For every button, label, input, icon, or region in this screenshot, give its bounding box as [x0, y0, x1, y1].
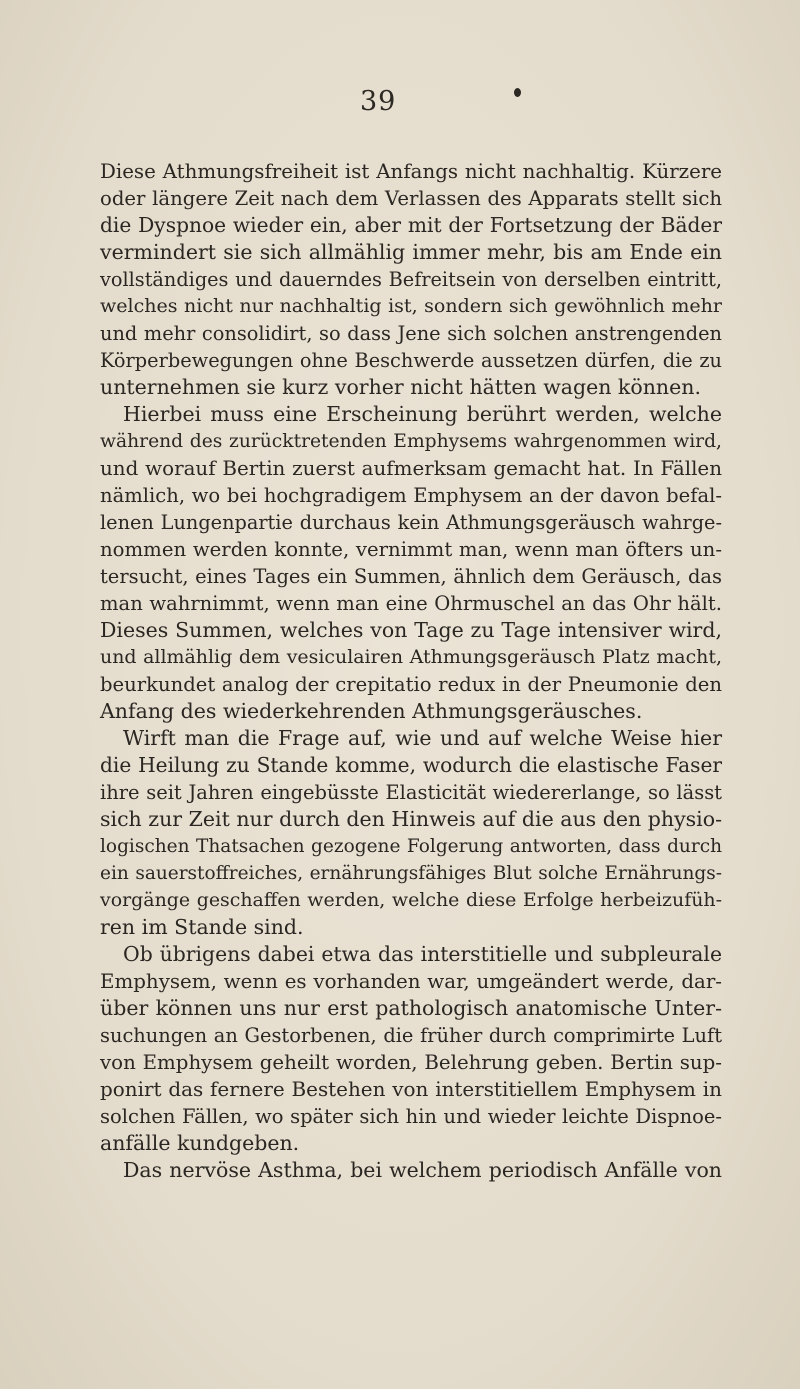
text-line: Körperbewegungen ohne Beschwerde aussetzen dürfen, die zu: [100, 349, 722, 372]
text-line: Hierbei muss eine Erscheinung berührt werden, welche: [123, 402, 722, 426]
text-line: lenen Lungenpartie durchaus kein Athmungsgeräusch wahrge-: [100, 511, 722, 534]
text-line: anfälle kundgeben.: [100, 1131, 300, 1155]
text-line: Das nervöse Asthma, bei welchem periodisch Anfälle von: [123, 1158, 722, 1182]
text-line: vermindert sie sich allmählig immer mehr, bis am Ende ein: [100, 240, 722, 264]
text-line: nommen werden konnte, vernimmt man, wenn man öfters un-: [100, 538, 722, 561]
text-line: man wahrnimmt, wenn man eine Ohrmuschel an das Ohr hält.: [100, 592, 722, 615]
text-line: vollständiges und dauerndes Befreitsein von derselben eintritt,: [100, 268, 722, 291]
text-line: suchungen an Gestorbenen, die früher durch comprimirte Luft: [100, 1024, 722, 1047]
text-line: sich zur Zeit nur durch den Hinweis auf die aus den physio-: [100, 807, 722, 831]
text-line: vorgänge geschaffen werden, welche diese Erfolge herbeizufüh-: [100, 889, 722, 911]
text-line: ein sauerstoffreiches, ernährungsfähiges Blut solche Ernährungs-: [100, 863, 722, 884]
text-line: unternehmen sie kurz vorher nicht hätten wagen können.: [100, 375, 701, 399]
text-line: ihre seit Jahren eingebüsste Elasticität wiedererlange, so lässt: [100, 781, 722, 804]
text-line: Emphysem, wenn es vorhanden war, umgeändert werde, dar-: [100, 970, 722, 993]
text-line: beurkundet analog der crepitatio redux in der Pneumonie den: [100, 673, 722, 696]
text-line: von Emphysem geheilt worden, Belehrung geben. Bertin sup-: [100, 1051, 722, 1074]
text-line: und allmählig dem vesiculairen Athmungsgeräusch Platz macht,: [100, 646, 722, 668]
text-line: Ob übrigens dabei etwa das interstitielle und subpleurale: [123, 942, 722, 966]
text-line: Anfang des wiederkehrenden Athmungsgeräusches.: [100, 699, 643, 723]
text-line: und worauf Bertin zuerst aufmerksam gemacht hat. In Fällen: [100, 457, 722, 480]
text-line: Diese Athmungsfreiheit ist Anfangs nicht nachhaltig. Kürzere: [100, 160, 722, 183]
text-line: die Heilung zu Stande komme, wodurch die elastische Faser: [100, 753, 722, 777]
text-line: tersucht, eines Tages ein Summen, ähnlich dem Geräusch, das: [100, 565, 722, 588]
text-line: die Dyspnoe wieder ein, aber mit der Fortsetzung der Bäder: [100, 213, 722, 237]
text-line: welches nicht nur nachhaltig ist, sondern sich gewöhnlich mehr: [100, 295, 722, 317]
text-line: ren im Stande sind.: [100, 915, 304, 939]
text-line: während des zurücktretenden Emphysems wahrgenommen wird,: [100, 431, 722, 452]
text-line: ponirt das fernere Bestehen von interstitiellem Emphysem in: [100, 1078, 722, 1101]
text-line: oder längere Zeit nach dem Verlassen des Apparats stellt sich: [100, 187, 722, 210]
text-line: logischen Thatsachen gezogene Folgerung antworten, dass durch: [100, 836, 722, 857]
text-line: über können uns nur erst pathologisch anatomische Unter-: [100, 996, 722, 1020]
text-line: Wirft man die Frage auf, wie und auf welche Weise hier: [123, 726, 722, 750]
page-number: 39: [360, 86, 397, 117]
text-line: solchen Fällen, wo später sich hin und wieder leichte Dispnoe-: [100, 1105, 722, 1128]
text-line: nämlich, wo bei hochgradigem Emphysem an der davon befal-: [100, 484, 722, 507]
ink-dot: [514, 88, 521, 97]
text-line: und mehr consolidirt, so dass Jene sich solchen anstrengenden: [100, 322, 722, 345]
text-line: Dieses Summen, welches von Tage zu Tage intensiver wird,: [100, 618, 722, 642]
